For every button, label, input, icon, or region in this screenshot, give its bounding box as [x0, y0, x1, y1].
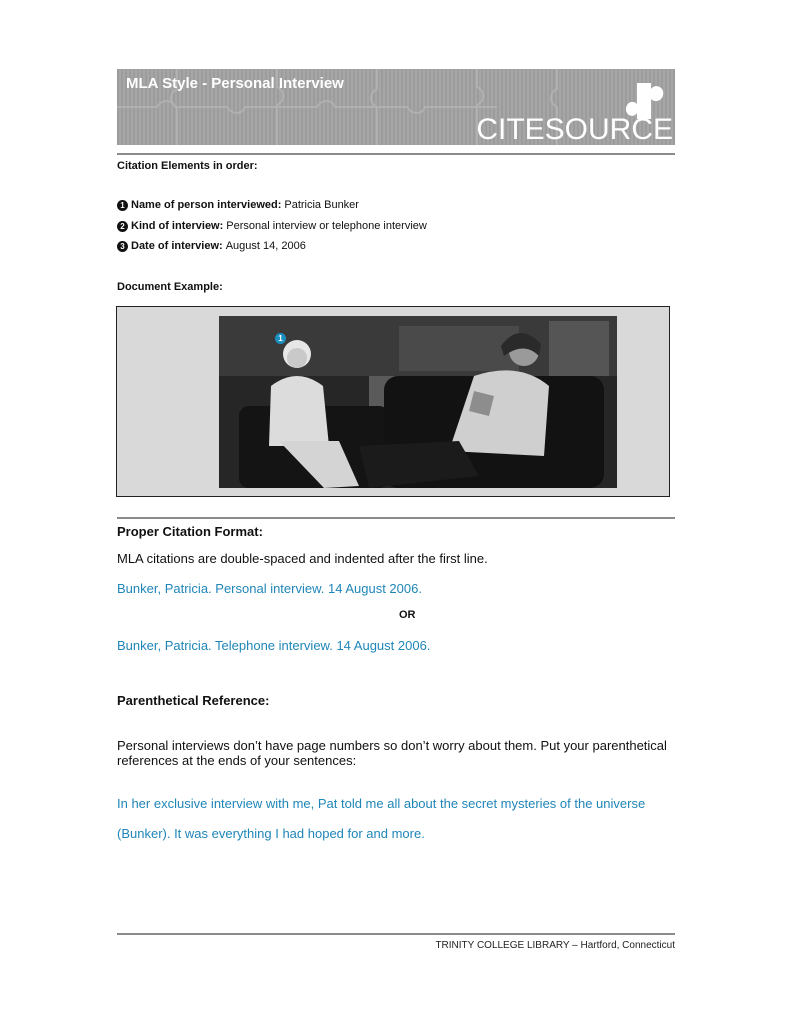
or-separator: OR	[399, 609, 416, 621]
example-heading: Document Example:	[117, 281, 223, 293]
footer-text: TRINITY COLLEGE LIBRARY – Hartford, Connecticut	[435, 940, 675, 951]
element-label: Date of interview:	[131, 240, 223, 252]
citation-example-personal: Bunker, Patricia. Personal interview. 14 August 2006.	[117, 581, 422, 596]
elements-heading: Citation Elements in order:	[117, 160, 258, 172]
citation-example-telephone: Bunker, Patricia. Telephone interview. 14 August 2006.	[117, 638, 431, 653]
header-banner	[117, 69, 675, 145]
element-item-2	[117, 220, 427, 232]
number-1-icon: 1	[117, 200, 128, 211]
footer-rule	[117, 933, 675, 935]
element-item-3	[117, 240, 306, 252]
element-value: Personal interview or telephone interview	[226, 220, 427, 232]
element-value: Patricia Bunker	[284, 199, 359, 211]
parenthetical-example-line-1: In her exclusive interview with me, Pat told me all about the secret mysteries of the universe	[117, 796, 646, 811]
element-label: Name of person interviewed:	[131, 199, 282, 211]
section-rule-1	[117, 517, 675, 519]
page-title: MLA Style - Personal Interview	[126, 75, 344, 92]
citation-heading: Proper Citation Format:	[117, 524, 263, 539]
header-rule	[117, 153, 675, 155]
citation-intro: MLA citations are double-spaced and indented after the first line.	[117, 551, 488, 566]
element-label: Kind of interview:	[131, 220, 224, 232]
element-item-1	[117, 199, 359, 211]
number-3-icon: 3	[117, 241, 128, 252]
parenthetical-body: Personal interviews don’t have page numbers so don’t worry about them. Put your parenthetical references at the ends of your sentences:	[117, 738, 667, 768]
number-1-marker-icon: 1	[275, 333, 286, 344]
brand-logo: CITESOURCE	[476, 113, 673, 145]
number-2-icon: 2	[117, 221, 128, 232]
parenthetical-example-line-2: (Bunker). It was everything I had hoped for and more.	[117, 826, 425, 841]
element-value: August 14, 2006	[225, 240, 306, 252]
parenthetical-heading: Parenthetical Reference:	[117, 693, 270, 708]
